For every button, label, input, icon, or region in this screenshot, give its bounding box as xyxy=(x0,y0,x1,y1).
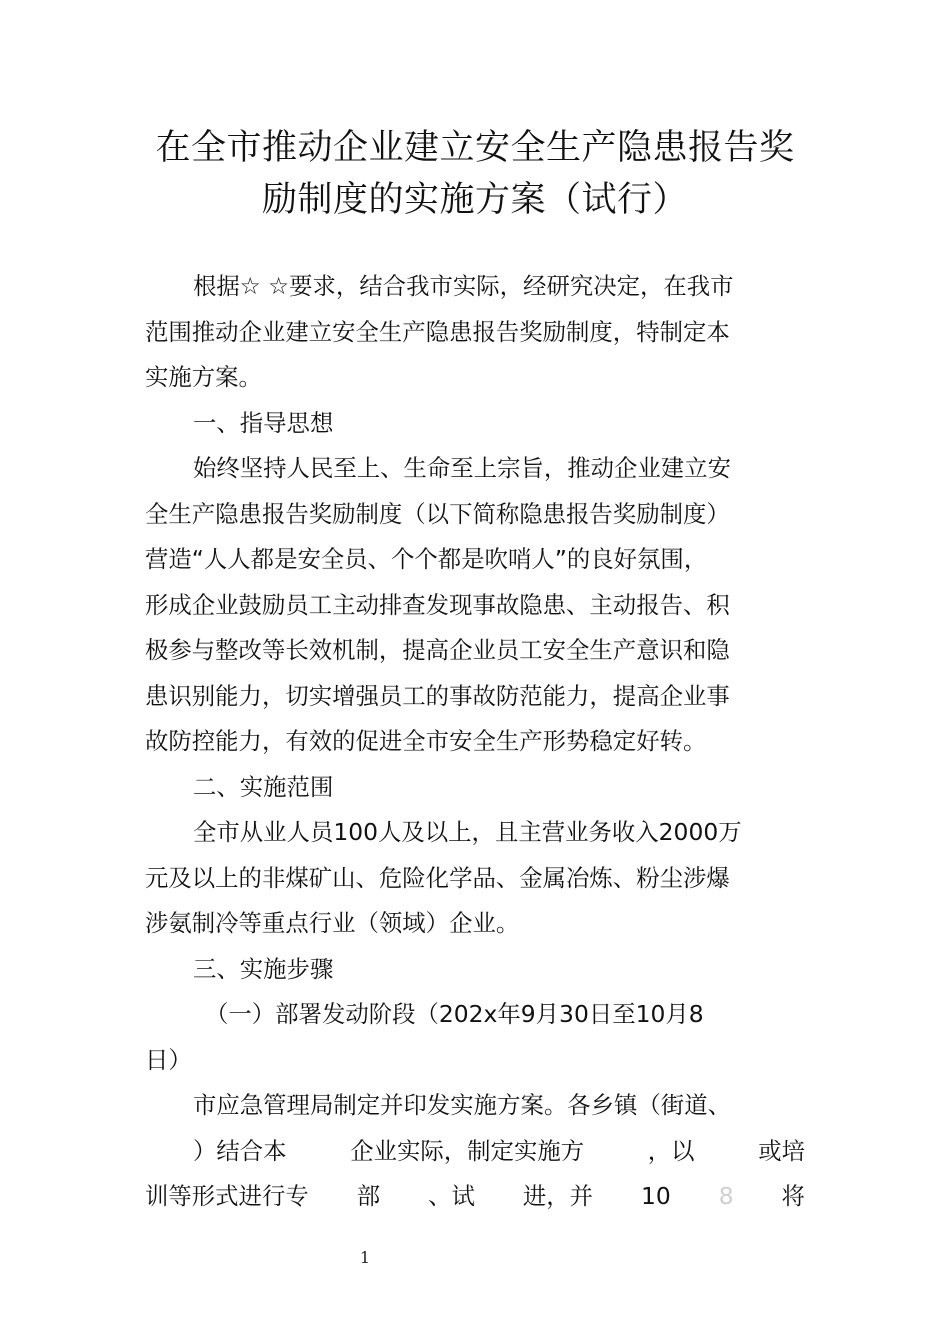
paragraph-4-line-2 xyxy=(145,1129,805,1175)
heading-steps: 三、实施步骤 xyxy=(193,954,334,983)
title-line-2: 励制度的实施方案（试行） xyxy=(261,180,688,220)
paragraph-1-line-2: 范围推动企业建立安全生产隐患报告奖励制度，特制定本 xyxy=(145,317,730,346)
paragraph-2-line-2: 全生产隐患报告奖励制度（以下简称隐患报告奖励制度） xyxy=(145,499,730,528)
paragraph-1-line-1: 根据☆ ☆要求，结合我市实际，经研究决定，在我市 xyxy=(193,272,734,300)
paragraph-2-line-4: 形成企业鼓励员工主动排查发现事故隐患、主动报告、积 xyxy=(145,590,730,619)
subheading-deployment-line-2: 日） xyxy=(145,1045,192,1074)
fragment: 、试 xyxy=(428,1182,475,1210)
fragment: 或培 xyxy=(758,1136,805,1165)
fragment: 部 xyxy=(356,1182,381,1210)
subheading-deployment-line-1: （一）部署发动阶段（202x年9月30日至10月8 xyxy=(205,1000,704,1028)
heading-scope: 二、实施范围 xyxy=(193,772,334,801)
fragment: 训等形式进行专 xyxy=(145,1182,309,1210)
fragment: 将 xyxy=(781,1182,805,1210)
page-number: 1 xyxy=(359,1248,371,1267)
fragment: ）结合本 xyxy=(193,1136,287,1165)
paragraph-3-line-1: 全市从业人员100人及以上，且主营业务收入2000万 xyxy=(193,818,742,846)
heading-guiding-thought: 一、指导思想 xyxy=(193,408,334,437)
paragraph-2-line-1: 始终坚持人民至上、生命至上宗旨，推动企业建立安 xyxy=(193,454,731,482)
faint-fragment: 8 xyxy=(718,1182,734,1210)
document-body xyxy=(145,264,805,1220)
paragraph-2-line-5: 极参与整改等长效机制，提高企业员工安全生产意识和隐 xyxy=(145,636,730,664)
title-line-1: 在全市推动企业建立安全生产隐患报告奖 xyxy=(155,128,795,168)
document-title xyxy=(120,122,830,226)
paragraph-2-line-6: 患识别能力，切实增强员工的事故防范能力，提高企业事 xyxy=(145,681,730,710)
fragment: 企业实际，制定实施方 xyxy=(350,1136,585,1165)
paragraph-4-line-3 xyxy=(145,1174,805,1220)
paragraph-2-line-7: 故防控能力，有效的促进全市安全生产形势稳定好转。 xyxy=(145,727,707,755)
paragraph-3-line-3: 涉氨制冷等重点行业（领域）企业。 xyxy=(145,909,520,937)
paragraph-1-line-3: 实施方案。 xyxy=(145,363,262,391)
fragment: 进，并 xyxy=(522,1182,593,1210)
paragraph-2-line-3: 营造“人人都是安全员、个个都是吹哨人”的良好氛围， xyxy=(145,545,708,573)
fragment: ，以 xyxy=(647,1136,695,1165)
fragment: 10 xyxy=(640,1182,671,1210)
paragraph-3-line-2: 元及以上的非煤矿山、危险化学品、金属冶炼、粉尘涉爆 xyxy=(145,863,730,892)
paragraph-4-line-1: 市应急管理局制定并印发实施方案。各乡镇（街道、 xyxy=(193,1091,731,1119)
